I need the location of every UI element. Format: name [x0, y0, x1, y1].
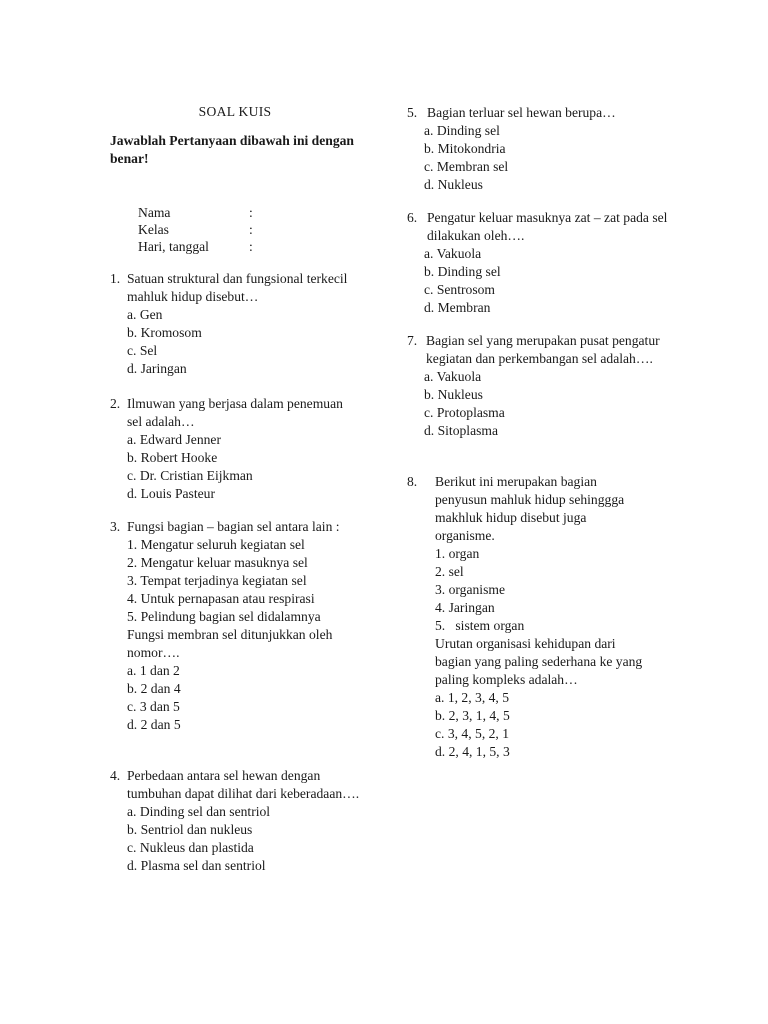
question-5 — [407, 104, 672, 194]
question-4 — [110, 767, 360, 875]
statement-item: 2. sel — [435, 564, 464, 579]
statement-item: 1. Mengatur seluruh kegiatan sel — [127, 537, 305, 552]
statement-item: 3. Tempat terjadinya kegiatan sel — [127, 573, 307, 588]
statement-item: 4. Jaringan — [435, 600, 495, 615]
answer-option: b. Sentriol dan nukleus — [127, 822, 253, 837]
answer-option: b. Kromosom — [127, 325, 202, 340]
answer-option: a. 1, 2, 3, 4, 5 — [435, 690, 510, 705]
question-6 — [407, 209, 672, 317]
answer-option: b. Robert Hooke — [127, 450, 218, 465]
question-number: 1. — [110, 271, 121, 286]
answer-option: d. 2, 4, 1, 5, 3 — [435, 744, 510, 759]
answer-option: a. Dinding sel — [424, 123, 500, 138]
answer-option: c. 3 dan 5 — [127, 699, 180, 714]
identity-row-date — [138, 238, 298, 255]
answer-option: d. Nukleus — [424, 177, 483, 192]
answer-option: a. Edward Jenner — [127, 432, 221, 447]
answer-option: b. Dinding sel — [424, 264, 501, 279]
question-7 — [407, 332, 672, 440]
statement-item: 3. organisme — [435, 582, 505, 597]
answer-option: b. 2, 3, 1, 4, 5 — [435, 708, 510, 723]
answer-option: d. Louis Pasteur — [127, 486, 215, 501]
identity-colon: : — [249, 222, 253, 237]
question-number: 5. — [407, 105, 418, 120]
question-3 — [110, 518, 360, 734]
answer-option: d. 2 dan 5 — [127, 717, 181, 732]
answer-option: c. Membran sel — [424, 159, 509, 174]
question-number: 4. — [110, 768, 121, 783]
answer-option: c. Dr. Cristian Eijkman — [127, 468, 253, 483]
question-8 — [407, 473, 672, 761]
answer-option: d. Membran — [424, 300, 491, 315]
answer-option: a. Vakuola — [424, 369, 482, 384]
question-text: Bagian sel yang merupakan pusat pengatur kegiatan dan perkembangan sel adalah…. — [426, 333, 660, 366]
question-prompt: Fungsi membran sel ditunjukkan oleh nomor…. — [127, 627, 333, 660]
identity-row-class — [138, 221, 298, 238]
question-2 — [110, 395, 360, 503]
identity-colon: : — [249, 239, 253, 254]
statement-item: 5. Pelindung bagian sel didalamnya — [127, 609, 321, 624]
question-text: Berikut ini merupakan bagian penyusun mahluk hidup sehinggga makhluk hidup disebut juga organisme. — [435, 474, 625, 543]
instruction-text: Jawablah Pertanyaan dibawah ini dengan benar! — [110, 133, 354, 166]
answer-option: b. 2 dan 4 — [127, 681, 181, 696]
question-number: 2. — [110, 396, 121, 411]
answer-option: d. Jaringan — [127, 361, 187, 376]
answer-option: d. Sitoplasma — [424, 423, 499, 438]
question-text: Satuan struktural dan fungsional terkecil mahluk hidup disebut… — [127, 271, 348, 304]
student-identity-block — [138, 204, 298, 255]
identity-colon: : — [249, 205, 253, 220]
answer-option: c. Protoplasma — [424, 405, 505, 420]
answer-option: c. Nukleus dan plastida — [127, 840, 254, 855]
answer-option: c. 3, 4, 5, 2, 1 — [435, 726, 510, 741]
question-number: 8. — [407, 474, 418, 489]
identity-label: Kelas — [138, 222, 169, 237]
question-text: Pengatur keluar masuknya zat – zat pada sel dilakukan oleh…. — [427, 210, 668, 243]
question-number: 6. — [407, 210, 418, 225]
answer-option: a. Dinding sel dan sentriol — [127, 804, 271, 819]
page-title: SOAL KUIS — [198, 104, 272, 119]
question-text: Perbedaan antara sel hewan dengan tumbuhan dapat dilihat dari keberadaan…. — [127, 768, 360, 801]
question-1 — [110, 270, 360, 378]
answer-option: a. 1 dan 2 — [127, 663, 180, 678]
answer-option: b. Nukleus — [424, 387, 483, 402]
statement-item: 5. sistem organ — [435, 618, 525, 633]
identity-label: Hari, tanggal — [138, 239, 209, 254]
question-text: Bagian terluar sel hewan berupa… — [427, 105, 616, 120]
question-text: Ilmuwan yang berjasa dalam penemuan sel adalah… — [127, 396, 343, 429]
question-prompt: Urutan organisasi kehidupan dari bagian yang paling sederhana ke yang paling kompleks adalah… — [435, 636, 643, 687]
answer-option: a. Vakuola — [424, 246, 482, 261]
question-text: Fungsi bagian – bagian sel antara lain : — [127, 519, 340, 534]
answer-option: c. Sel — [127, 343, 158, 358]
statement-item: 4. Untuk pernapasan atau respirasi — [127, 591, 315, 606]
statement-item: 2. Mengatur keluar masuknya sel — [127, 555, 308, 570]
answer-option: c. Sentrosom — [424, 282, 495, 297]
question-number: 7. — [407, 333, 418, 348]
identity-label: Nama — [138, 205, 171, 220]
answer-option: d. Plasma sel dan sentriol — [127, 858, 266, 873]
identity-row-name — [138, 204, 298, 221]
answer-option: a. Gen — [127, 307, 163, 322]
answer-option: b. Mitokondria — [424, 141, 506, 156]
question-number: 3. — [110, 519, 121, 534]
statement-item: 1. organ — [435, 546, 480, 561]
